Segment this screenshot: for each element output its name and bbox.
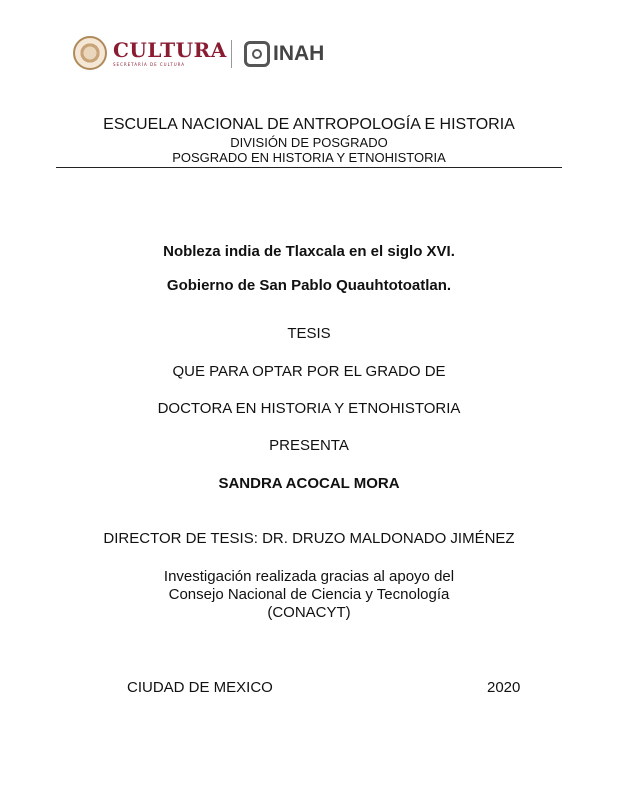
- thesis-title-line1: Nobleza india de Tlaxcala en el siglo XVI.: [163, 243, 455, 260]
- logo-bar: [73, 36, 353, 72]
- cultura-logo-subtext: SECRETARÍA DE CULTURA: [113, 62, 186, 67]
- cultura-logo-text: CULTURA: [113, 38, 227, 62]
- thesis-purpose: QUE PARA OPTAR POR EL GRADO DE: [172, 363, 446, 380]
- thesis-type: TESIS: [287, 325, 331, 342]
- program-name: POSGRADO EN HISTORIA Y ETNOHISTORIA: [172, 150, 446, 165]
- footer-year: 2020: [487, 679, 521, 696]
- header-rule: [56, 167, 562, 168]
- inah-emblem-icon: [244, 41, 270, 67]
- funding-line2: Consejo Nacional de Ciencia y Tecnología: [168, 586, 450, 603]
- logo-divider: [231, 40, 232, 68]
- funding-line3: (CONACYT): [267, 604, 351, 621]
- thesis-degree: DOCTORA EN HISTORIA Y ETNOHISTORIA: [157, 400, 461, 417]
- school-name: ESCUELA NACIONAL DE ANTROPOLOGÍA E HISTORIA: [103, 116, 515, 133]
- footer-city: CIUDAD DE MEXICO: [127, 679, 273, 696]
- inah-logo-text: INAH: [273, 42, 325, 65]
- thesis-presents: PRESENTA: [269, 437, 349, 454]
- thesis-title-line2: Gobierno de San Pablo Quauhtotoatlan.: [166, 277, 452, 294]
- cultura-seal-icon: [73, 36, 107, 70]
- thesis-director: DIRECTOR DE TESIS: DR. DRUZO MALDONADO JIMÉNEZ: [103, 530, 515, 547]
- funding-line1: Investigación realizada gracias al apoyo del: [163, 568, 455, 585]
- thesis-author: SANDRA ACOCAL MORA: [218, 475, 400, 492]
- division-name: DIVISIÓN DE POSGRADO: [230, 135, 388, 150]
